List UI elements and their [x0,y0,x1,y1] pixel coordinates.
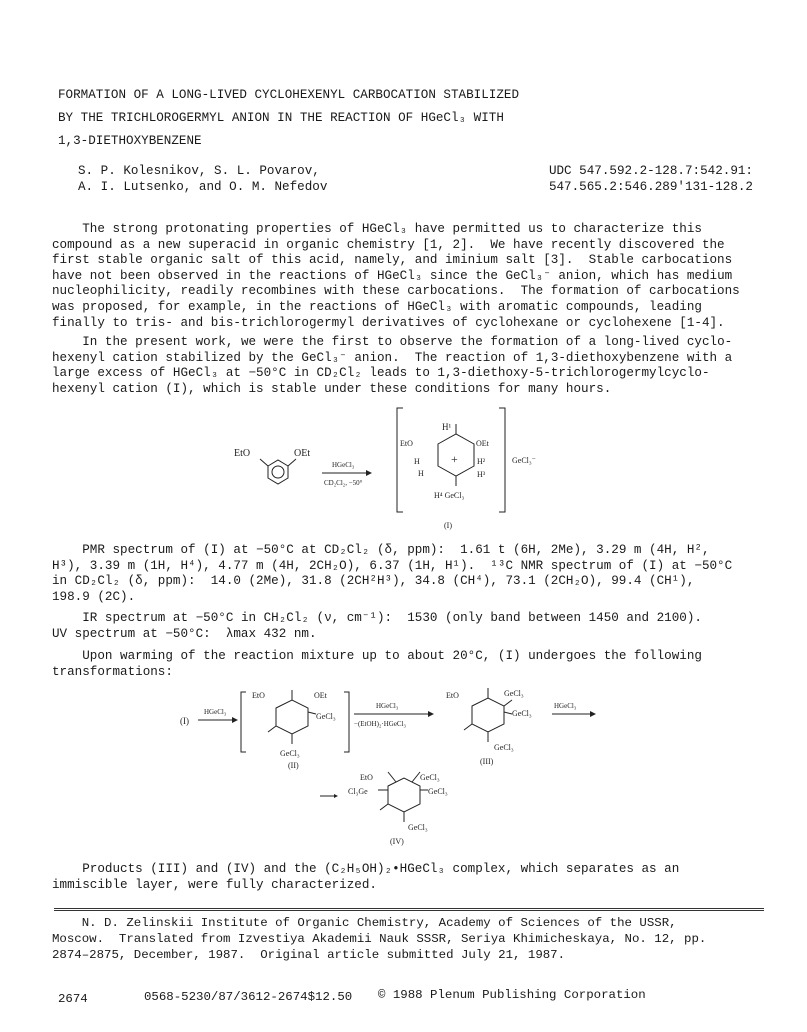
scheme2-start-label: (I) [180,716,189,726]
diethoxybenzene-structure [260,459,296,484]
paragraph-intro: The strong protonating properties of HGeCl₃ have permitted us to characterize this compound as a new superacid in organic chemistry [1, 2]. We have recently discovered the first stable organic salt of this acid, namely, and iminium salt [3]. Stable carbocations have not been observed in the reactions of HGeCl₃ since the GeCl₃⁻ anion, which has medium nucleophilicity, readily recombines with these carbocations. The formation of carbocations was proposed, for example, in the reactions of HGeCl₃ with aromatic compounds, leading finally to tris- and bis-trichlorogermyl derivatives of cyclohexane or cyclohexene [1-4]. [52,222,740,330]
scheme2-reagent-2-top: HGeCl₃ [376,702,399,710]
compound-iv-gecl3-right: GeCl₃ [428,787,448,796]
reaction-scheme-1 [220,404,550,534]
compound-iv-label: (IV) [390,837,404,846]
compound-iv-gecl3-bottom: GeCl₃ [408,823,428,832]
compound-iv-eto: EtO [360,773,373,782]
reactant-eto: EtO [234,448,251,459]
compound-iv-cl3ge: Cl₃Ge [348,787,368,796]
reactant-oet: OEt [294,448,311,459]
compound-iv-gecl3-top: GeCl₃ [420,773,440,782]
compound-ii-gecl3-bottom: GeCl₃ [280,749,300,758]
scheme2-reagent-3: HGeCl₃ [554,702,577,710]
scheme2-reagent-1: HGeCl₃ [204,708,227,716]
udc-line-1: UDC 547.592.2-128.7:542.91: [548,164,753,178]
title-line-2: BY THE TRICHLOROGERMYL ANION IN THE REACTION OF HGeCl₃ WITH [58,111,504,125]
paragraph-present-work: In the present work, we were the first to observe the formation of a long-lived cyclo- hexenyl cation stabilized by the GeCl₃⁻ anion. The reaction of 1,3-diethoxybenzene with a large excess of HGeCl₃ at −50°C in CD₂Cl₂ leads to 1,3-diethoxy-5-trichlorogermylcyclo- hexenyl cation (I), which is stable under these conditions for many hours. [52,335,733,396]
title-line-1: FORMATION OF A LONG-LIVED CYCLOHEXENYL CARBOCATION STABILIZED [58,88,520,102]
compound-ii-label: (II) [288,761,299,770]
compound-iii-gecl3-top: GeCl₃ [504,689,524,698]
affiliation-line-1: N. D. Zelinskii Institute of Organic Chemistry, Academy of Sciences of the USSR, [52,916,677,930]
udc-line-2: 547.565.2:546.289'131-128.2 [548,180,753,194]
affiliation-line-3: 2874–2875, December, 1987. Original article submitted July 21, 1987. [52,948,566,962]
gecl3-anion: GeCl₃⁻ [512,456,536,465]
cation-eto: EtO [400,439,413,448]
reagent-hgecl3: HGeCl₃ [332,461,355,469]
scheme2-reagent-2-bottom: −(EtOH)₂·HGeCl₃ [354,720,406,728]
compound-ii-structure [268,690,316,744]
paragraph-ir-uv: IR spectrum at −50°C in CH₂Cl₂ (ν, cm⁻¹): 1530 (only band between 1450 and 2100). UV spectrum at −50°C: λmax 432 nm. [52,611,702,641]
authors-line-1: S. P. Kolesnikov, S. L. Povarov, [78,164,320,178]
title-line-3: 1,3-DIETHOXYBENZENE [58,134,202,148]
compound-iii-gecl3-right: GeCl₃ [512,709,532,718]
compound-iii-gecl3-bottom: GeCl₃ [494,743,514,752]
positive-charge: + [451,452,458,466]
reaction-scheme-2 [170,686,730,854]
compound-iii-label: (III) [480,757,494,766]
footnote-rule-2 [54,910,764,911]
cation-oet: OEt [476,439,489,448]
paragraph-transformations: Upon warming of the reaction mixture up to about 20°C, (I) undergoes the following transformations: [52,649,702,679]
h3-label: H³ [477,470,486,479]
cation-h-left-2: H [418,469,424,478]
compound-i-label: (I) [444,521,452,530]
affiliation-line-2: Moscow. Translated from Izvestiya Akademii Nauk SSSR, Seriya Khimicheskaya, No. 12, pp. [52,932,707,946]
compound-iii-eto: EtO [446,691,459,700]
h2-label: H² [477,457,486,466]
footnote-rule [54,908,764,909]
cation-h-left: H [414,457,420,466]
h1-label: H¹ [442,422,452,432]
page-number: 2674 [58,992,88,1006]
compound-ii-oet: OEt [314,691,327,700]
copyright-notice: © 1988 Plenum Publishing Corporation [378,988,646,1002]
article-code: 0568-5230/87/3612-2674$12.50 [144,990,353,1004]
paragraph-products: Products (III) and (IV) and the (C₂H₅OH)₂•HGeCl₃ complex, which separates as an immiscible layer, were fully characterized. [52,862,680,892]
compound-ii-eto: EtO [252,691,265,700]
reagent-conditions: CD₂Cl₂, −50° [324,479,363,487]
authors-line-2: A. I. Lutsenko, and O. M. Nefedov [78,180,328,194]
compound-ii-gecl3-right: GeCl₃ [316,712,336,721]
h4-gecl3-label: H⁴ GeCl₃ [434,491,465,500]
paragraph-nmr: PMR spectrum of (I) at −50°C at CD₂Cl₂ (δ, ppm): 1.61 t (6H, 2Me), 3.29 m (4H, H², H³), 3.39 m (1H, H⁴), 4.77 m (4H, 2CH₂O), 6.37 (1H, H¹). ¹³C NMR spectrum of (I) at −50°C in CD₂Cl₂ (δ, ppm): 14.0 (2Me), 31.8 (2CH²H³), 34.8 (CH⁴), 73.1 (2CH₂O), 99.4 (CH¹), 198.9 (2C). [52,543,733,604]
